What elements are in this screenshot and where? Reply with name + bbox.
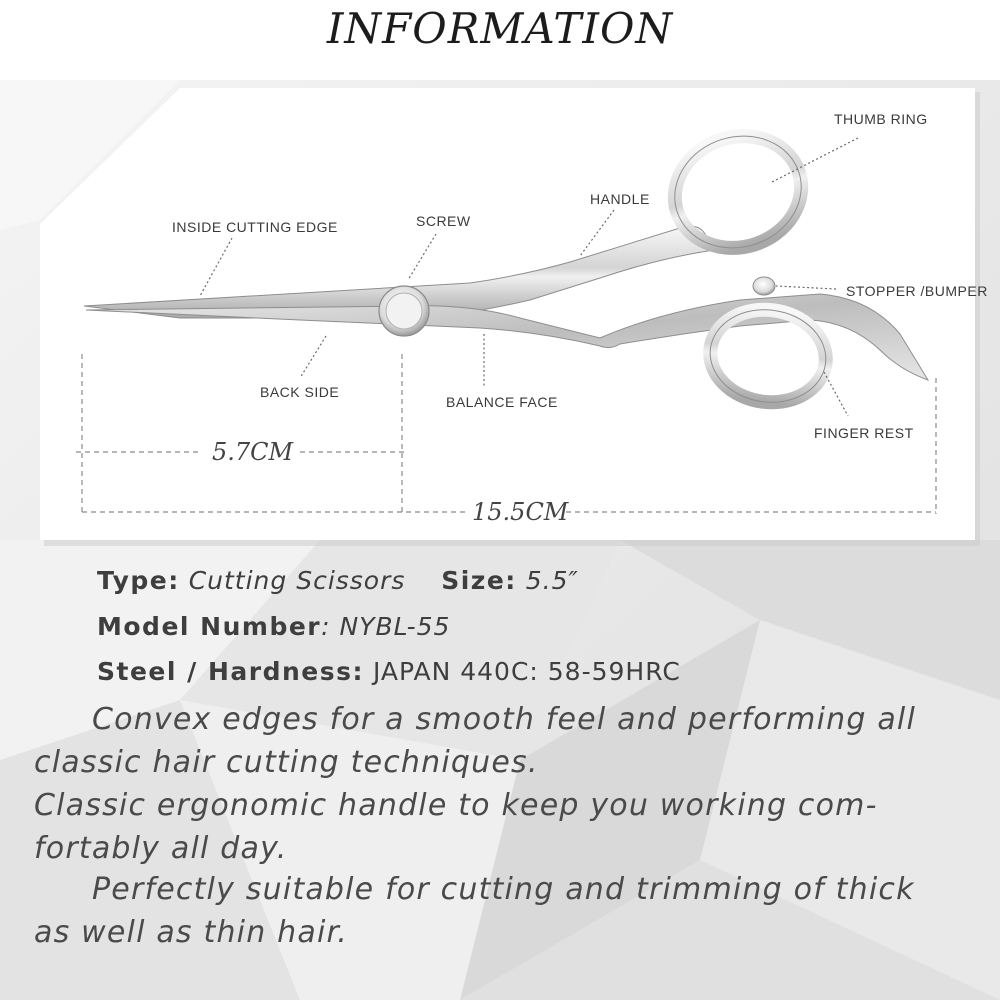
label-handle: HANDLE xyxy=(590,191,650,207)
spec-size-label: Size: xyxy=(441,566,517,595)
spec-type-value: Cutting Scissors xyxy=(188,566,406,595)
description-line: as well as thin hair. xyxy=(34,915,349,950)
description-line: Classic ergonomic handle to keep you working com- xyxy=(34,788,878,823)
label-stopper-bumper: STOPPER /BUMPER xyxy=(846,283,988,299)
spec-steel-value: JAPAN 440C: 58-59HRC xyxy=(372,657,681,686)
spec-steel-row xyxy=(97,657,681,686)
spec-model-value: : NYBL-55 xyxy=(321,612,451,641)
spec-type-row xyxy=(97,566,579,595)
dimension-blade-length: 5.7CM xyxy=(212,438,294,466)
description-paragraph-2 xyxy=(34,784,974,870)
description-line: Convex edges for a smooth feel and performing all xyxy=(92,702,916,737)
page-title: INFORMATION xyxy=(326,4,674,53)
dimension-total-length: 15.5CM xyxy=(472,498,569,526)
label-inside-cutting-edge: INSIDE CUTTING EDGE xyxy=(172,219,338,235)
spec-model-row xyxy=(97,612,450,641)
label-balance-face: BALANCE FACE xyxy=(446,394,558,410)
spec-type-label: Type: xyxy=(97,566,180,595)
label-finger-rest: FINGER REST xyxy=(814,425,914,441)
label-thumb-ring: THUMB RING xyxy=(834,111,928,127)
description-line: classic hair cutting techniques. xyxy=(34,745,539,780)
description-line: Perfectly suitable for cutting and trimming of thick xyxy=(92,872,915,907)
spec-size-value: 5.5″ xyxy=(525,566,579,595)
description-line: fortably all day. xyxy=(34,831,288,866)
description-paragraph-3 xyxy=(34,868,974,954)
label-screw: SCREW xyxy=(416,213,471,229)
spec-steel-label: Steel / Hardness: xyxy=(97,657,365,686)
spec-model-label: Model Number xyxy=(97,612,322,641)
label-back-side: BACK SIDE xyxy=(260,384,340,400)
description-paragraph-1 xyxy=(34,698,974,784)
